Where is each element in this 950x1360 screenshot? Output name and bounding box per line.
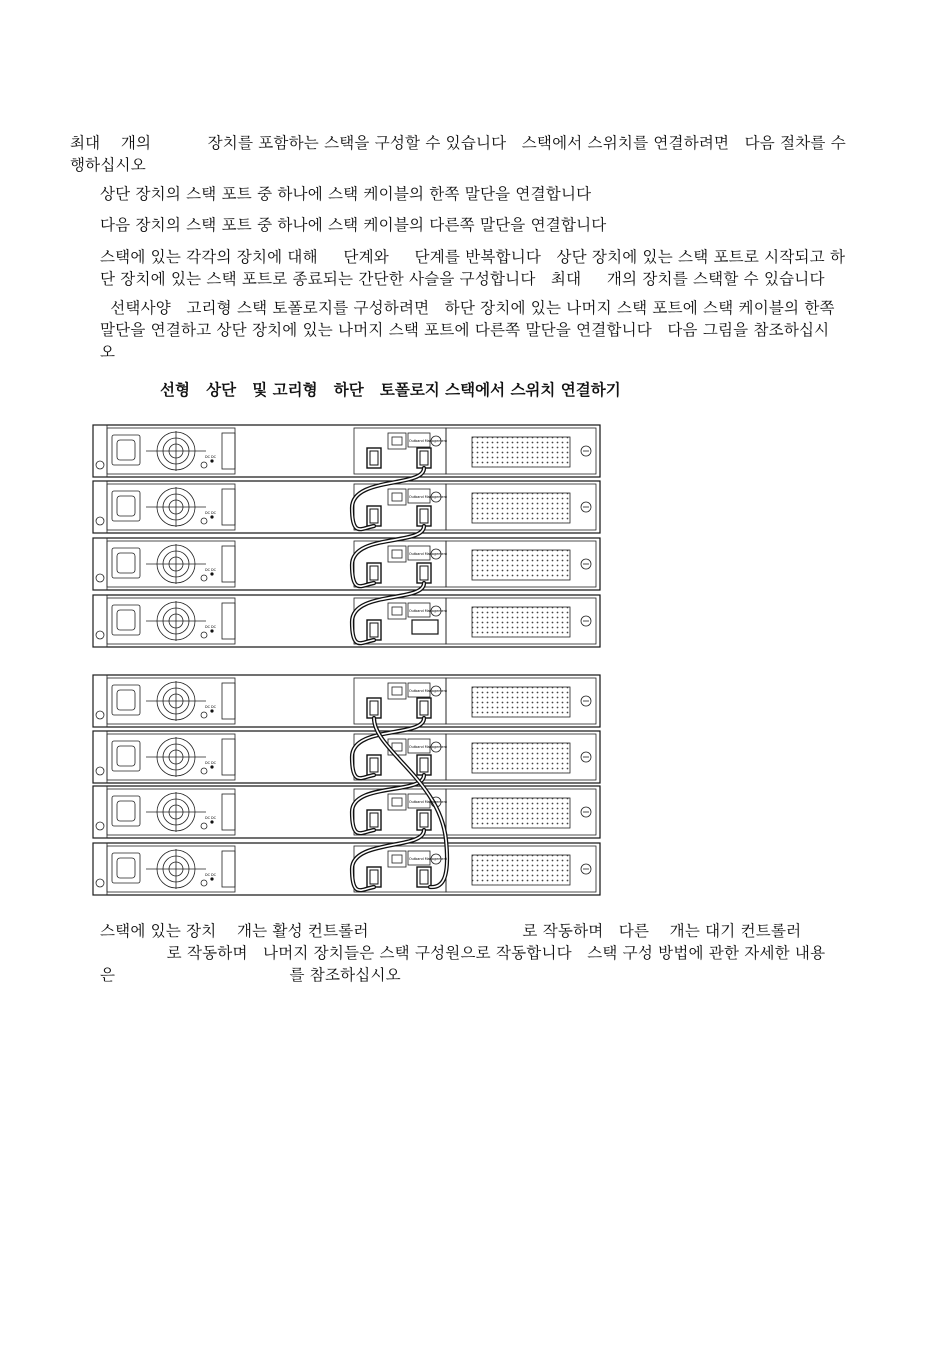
power-supply-label: DC DC xyxy=(205,455,217,459)
switch-unit xyxy=(93,595,600,647)
switch-unit xyxy=(93,538,600,590)
switch-unit xyxy=(93,481,600,533)
stack-port xyxy=(367,448,381,468)
intro-line-1: 최대 개의 장치를 포함하는 스택을 구성할 수 있습니다 스택에서 스위치를 연결하려면 다음 절차를 수 xyxy=(70,134,846,152)
step-4 xyxy=(100,297,835,363)
closing-line-2: 로 작동하며 나머지 장치들은 스택 구성원으로 작동합니다 스택 구성 방법에 관한 자세한 내용 xyxy=(100,944,826,962)
power-supply-label: DC DC xyxy=(205,511,217,515)
linear-stack xyxy=(93,425,600,647)
mgmt-port-label: Outband Management xyxy=(409,689,448,693)
closing-line-1: 스택에 있는 장치 개는 활성 컨트롤러 로 작동하며 다른 개는 대기 컨트롤러 xyxy=(100,922,802,940)
power-supply-label: DC DC xyxy=(205,568,217,572)
closing-line-3: 은 를 참조하십시오 xyxy=(100,966,401,984)
mgmt-port-label: Outband Management xyxy=(409,800,448,804)
step-1 xyxy=(100,183,591,205)
stack-port xyxy=(367,506,381,526)
stack-port xyxy=(367,620,381,640)
stack-port xyxy=(417,867,431,887)
stack-port xyxy=(367,867,381,887)
power-supply-label: DC DC xyxy=(205,816,217,820)
figure-caption: 선형 상단 및 고리형 하단 토폴로지 스택에서 스위치 연결하기 xyxy=(160,381,621,399)
stack-topology-figure xyxy=(90,420,610,905)
closing-paragraph xyxy=(100,920,825,986)
power-supply-label: DC DC xyxy=(205,625,217,629)
mgmt-port-label: Outband Management xyxy=(409,745,448,749)
stack-port xyxy=(417,698,431,718)
step-2-line-1: 다음 장치의 스택 포트 중 하나에 스택 케이블의 다른쪽 말단을 연결합니다 xyxy=(100,216,607,234)
mgmt-port-label: Outband Management xyxy=(409,552,448,556)
step-3-line-2: 단 장치에 있는 스택 포트로 종료되는 간단한 사슬을 구성합니다 최대 개의 장치를 스택할 수 있습니다 xyxy=(100,270,825,288)
power-supply-label: DC DC xyxy=(205,873,217,877)
power-supply-label: DC DC xyxy=(205,705,217,709)
ring-stack xyxy=(93,675,600,895)
mgmt-port-label: Outband Management xyxy=(409,495,448,499)
stack-port xyxy=(367,563,381,583)
step-1-line-1: 상단 장치의 스택 포트 중 하나에 스택 케이블의 한쪽 말단을 연결합니다 xyxy=(100,185,592,203)
intro-line-2: 행하십시오 xyxy=(70,156,146,174)
stack-port xyxy=(417,506,431,526)
step-3 xyxy=(100,246,845,290)
switch-unit xyxy=(93,425,600,477)
mgmt-port-label: Outband Management xyxy=(409,857,448,861)
stack-port xyxy=(417,755,431,775)
mgmt-port-label: Outband Management xyxy=(409,609,448,613)
mgmt-port-label: Outband Management xyxy=(409,439,448,443)
switch-unit xyxy=(93,675,600,727)
switch-unit xyxy=(93,786,600,838)
step-2 xyxy=(100,214,606,236)
stack-port xyxy=(367,810,381,830)
step-4-line-1: 선택사양 고리형 스택 토폴로지를 구성하려면 하단 장치에 있는 나머지 스택 포트에 스택 케이블의 한쪽 xyxy=(100,299,835,317)
step-3-line-1: 스택에 있는 각각의 장치에 대해 단계와 단계를 반복합니다 상단 장치에 있는 스택 포트로 시작되고 하 xyxy=(100,248,846,266)
console-port xyxy=(412,620,438,634)
stack-port xyxy=(367,698,381,718)
intro-paragraph xyxy=(70,132,846,176)
power-supply-label: DC DC xyxy=(205,761,217,765)
step-4-line-2: 말단을 연결하고 상단 장치에 있는 나머지 스택 포트에 다른쪽 말단을 연결합니다 다음 그림을 참조하십시 xyxy=(100,321,830,339)
switch-unit xyxy=(93,843,600,895)
stack-port xyxy=(417,563,431,583)
stack-port xyxy=(367,755,381,775)
switch-unit xyxy=(93,731,600,783)
stack-port xyxy=(417,810,431,830)
step-4-line-3: 오 xyxy=(100,343,116,361)
stack-port xyxy=(417,448,431,468)
